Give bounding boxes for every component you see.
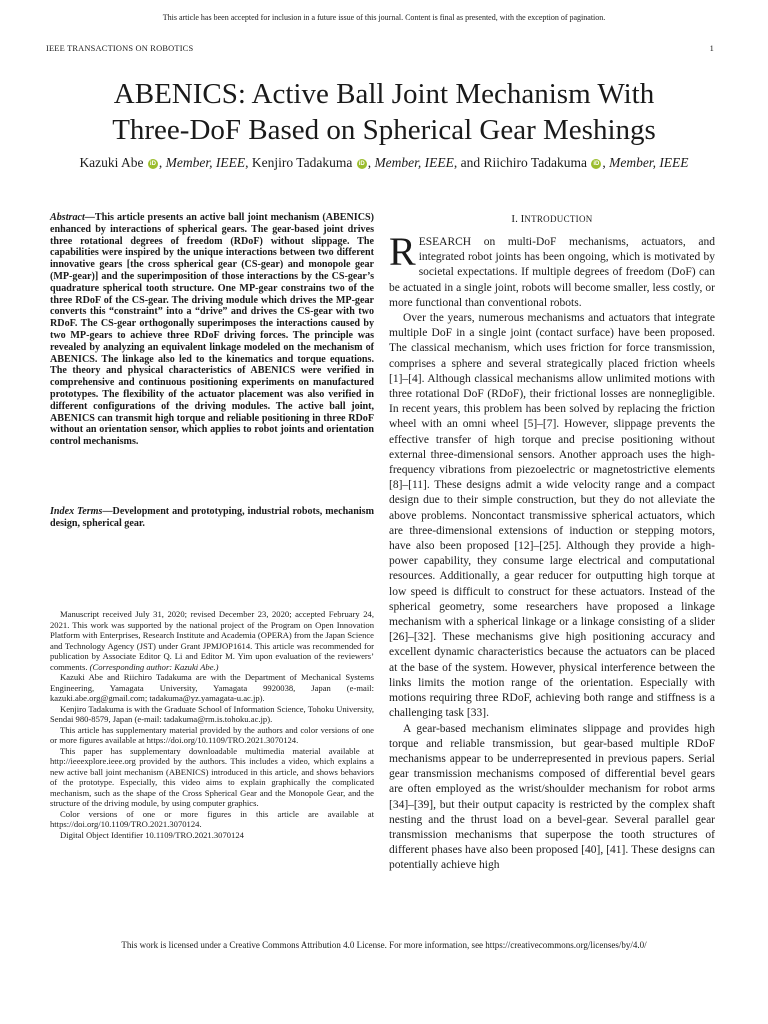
running-head <box>46 44 714 53</box>
author-list: Kazuki Abe iD , Member, IEEE, Kenjiro Tadakuma iD , Member, IEEE, and Riichiro Tadakuma iD , Member, IEEE <box>79 155 689 170</box>
author-2-role: Member, IEEE <box>374 155 454 170</box>
paragraph-2: Over the years, numerous mechanisms and actuators that integrate multiple DoF in a single joint (contact surface) have been proposed. The classical mechanism, which uses friction for force transmission, comprises a sphere and several strategically placed friction wheels [1]–[4]. Although classical mechanisms allow unlimited motions with three rotational DoF (RDoF), their frictional losses are nonnegligible. In recent years, this problem has been solved by replacing the friction wheel with an omni wheel [5]–[7]. However, slippage prevents the effective transfer of high torque and precise positioning without external three-dimensional sensors. Another approach uses the high-frequency vibrations from piezoelectric or magnetostrictive elements [8]–[11]. These designs admit a wide velocity range and a compact design due to their simple construction, but they do not alleviate the above problems. Noncontact transmissive spherical actuators, which are three-dimensional extensions of induction or stepping motors, have also been proposed [12]–[25]. Although they provide a high-power capability, they consume large electrical and computational resources. Additionally, a gear reducer for outputting high torque at low speed is difficult to construct for these actuators. Instead of the spherical geometry, some researchers have proposed a linkage mechanism with a spherical linkage or a linkage consisting of a slider [26]–[32]. These mechanisms give high positioning accuracy and excellent dynamic characteristics because the actuators can be placed at the base of the system. However, physical interference between the links limits the motion range of the orientation. Especially with motions requiring three RDoF, achieving both range and stiffness is a challenging task [33]. <box>389 312 715 720</box>
author-3-role: Member, IEEE <box>609 155 689 170</box>
footnote-supplementary: This article has supplementary material provided by the authors and color versions of one or more figures available at https://doi.org/10.1109/TRO.2021.3070124. <box>50 724 374 745</box>
footnote-affiliation-1: Kazuki Abe and Riichiro Tadakuma are with the Department of Mechanical Systems Engineering, Yamagata University, Yamagata 9920038, Japan (e-mail: kazuki.abe.org@gmail.com; tadakuma@yz.yamagata-u.ac.jp). <box>50 672 374 703</box>
footnote-doi: Digital Object Identifier 10.1109/TRO.2021.3070124 <box>60 829 244 840</box>
title-line-2: Three-DoF Based on Spherical Gear Meshings <box>112 114 656 146</box>
author-2: Kenjiro Tadakuma <box>251 155 353 170</box>
paragraph-1: RESEARCH on multi-DoF mechanisms, actuators, and integrated robot joints has been ongoing, which is motivated by societal expectations. If multiple degrees of freedom (DoF) can be actuated in a single joint, robots will become smaller, less costly, or more functional than conventional robots. <box>389 229 715 309</box>
footnote-affiliation-2: Kenjiro Tadakuma is with the Graduate School of Information Science, Tohoku University, Sendai 980-8579, Japan (e-mail: tadakuma@rm.is.tohoku.ac.jp). <box>50 703 374 724</box>
section-heading: I. INTRODUCTION <box>511 213 593 225</box>
introduction-body <box>389 229 715 874</box>
abstract: Abstract—This article presents an active ball joint mechanism (ABENICS) enhanced by interactions of spherical gears. The gear-based joint drives three rotational degrees of freedom (RDoF) without slippage. The capabilities were inspired by the unique interactions between two different innovative gears [the cross spherical gear (CS-gear) and monopole gear (MP-gear)] and the superimposition of those interactions by the CS-gear’s quadrature spherical tooth structure. One MP-gear constrains two of the three RDoF of the CS-gear. The driving module which drives the MP-gear converts this “constraint” into a “drive” and drives the CS-gear with two RDoF. The CS-gear orthogonally superimposes the interactions caused by two MP-gears to achieve three RDoF driving forces. The principle was revealed by analyzing an equivalent linkage modeled on the mechanism of ABENICS. The linkage also led to the kinematics and torque equations. The theory and physical characteristics of ABENICS were verified in comprehensive and continuous positioning experiments on manufactured prototypes. The flexibility of the actuator placement was also verified in different configurations of the driving modules. The active ball joint, ABENICS can transmit high torque and reliable positioning in three RDoF without an orientation sensor, which applies to robot joints and orientation control mechanisms. <box>50 212 374 448</box>
footnote-multimedia: This paper has supplementary downloadable multimedia material available at http://ieeexplore.ieee.org provided by the authors. This includes a video, which explains a new active ball joint mechanism (ABENICS) introduced in this article, and shows behaviors of the prototype. Especially, this video aims to explain graphically the complicated mechanism, such as the shape of the Cross Spherical Gear and the Monopole Gear, and the structure of the driving module, by using computer graphics. <box>50 745 374 808</box>
index-terms-text: Development and prototyping, industrial robots, mechanism design, spherical gear. <box>50 506 374 529</box>
license-note: This work is licensed under a Creative Commons Attribution 4.0 License. For more information, see https://creativecommons.org/licenses/by/4.0/ <box>121 940 647 950</box>
corresponding-author: (Corresponding author: Kazuki Abe.) <box>89 661 219 672</box>
footnote-manuscript: Manuscript received July 31, 2020; revised December 23, 2020; accepted February 24, 2021. This work was supported by the national project of the Program on Open Innovation Platform with Enterprises, Research Institute and Academia (OPERA) from the Japan Science and Technology Agency (JST) under Grant JPMJOP1614. This article was recommended for publication by Associate Editor Q. Li and Editor M. Yim upon evaluation of the reviewers’ comments. (Corresponding author: Kazuki Abe.) <box>50 609 374 672</box>
drop-cap: R <box>389 229 416 274</box>
author-1-role: Member, IEEE <box>165 155 246 170</box>
orcid-icon[interactable]: iD <box>593 161 600 167</box>
footnotes <box>50 609 374 840</box>
section-numeral: I. <box>511 213 518 225</box>
acceptance-note: This article has been accepted for inclusion in a future issue of this journal. Content is final as presented, with the exception of pagination. <box>162 13 606 22</box>
orcid-icon[interactable]: iD <box>358 161 365 167</box>
paragraph-3: A gear-based mechanism eliminates slippage and provides high torque and reliable transmission, but gear-based multiple RDoF mechanisms appear to be underrepresented in previous papers. Serial gear transmission mechanisms composed of differential bevel gears are often employed as the wrist/shoulder mechanism for robot arms [34]–[39], but their output capacity is restricted by the complex shaft nesting and the thrust load on a bevel-gear. Several parallel gear transmission mechanisms that superpose the tooth structures of different phases have also been proposed [40], [41]. These designs can potentially achieve high <box>389 722 715 872</box>
title-line-1: ABENICS: Active Ball Joint Mechanism With <box>113 78 655 110</box>
index-terms-label: Index Terms <box>50 506 103 517</box>
journal-name: IEEE TRANSACTIONS ON ROBOTICS <box>46 44 194 53</box>
author-3: Riichiro Tadakuma <box>483 155 587 170</box>
abstract-label: Abstract <box>50 212 85 223</box>
footnote-color: Color versions of one or more figures in this article are available at https://doi.org/10.1109/TRO.2021.3070124. <box>50 808 374 829</box>
index-terms: Index Terms—Development and prototyping, industrial robots, mechanism design, spherical gear. <box>50 506 374 529</box>
article-title <box>0 76 768 148</box>
orcid-icon[interactable]: iD <box>149 161 156 167</box>
author-1: Kazuki Abe <box>79 155 144 170</box>
abstract-text: This article presents an active ball joint mechanism (ABENICS) enhanced by interactions of spherical gears. The gear-based joint drives three rotational degrees of freedom (RDoF) without slippage. The capabilities were inspired by the unique interactions between two different innovative gears [the cross spherical gear (CS-gear) and monopole gear (MP-gear)] and the superimposition of those interactions by the CS-gear’s quadrature spherical tooth structure. One MP-gear constrains two of the three RDoF of the CS-gear. The driving module which drives the MP-gear converts this “constraint” into a “drive” and drives the CS-gear with two RDoF. The CS-gear orthogonally superimposes the interactions caused by two MP-gears to achieve three RDoF driving forces. The principle was revealed by analyzing an equivalent linkage modeled on the mechanism of ABENICS. The linkage also led to the kinematics and torque equations. The theory and physical characteristics of ABENICS were verified in comprehensive and continuous positioning experiments on manufactured prototypes. The flexibility of the actuator placement was also verified in different configurations of the driving modules. The active ball joint, ABENICS can transmit high torque and reliable positioning in three RDoF without an orientation sensor, which applies to robot joints and orientation control mechanisms. <box>50 212 374 448</box>
page-number: 1 <box>709 44 714 53</box>
